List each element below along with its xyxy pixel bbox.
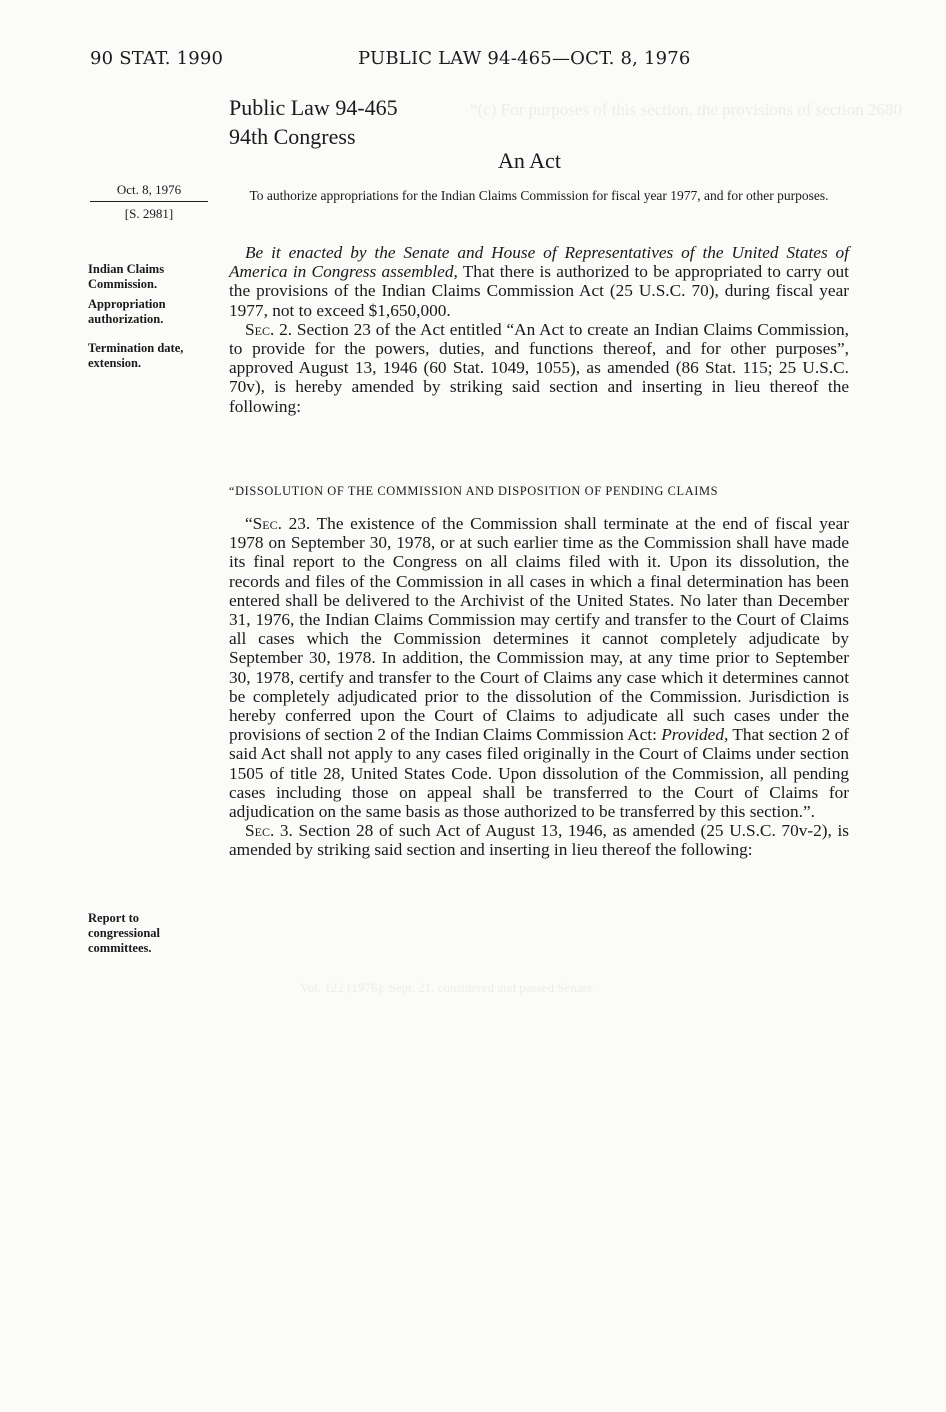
section-2-text: Section 23 of the Act entitled “An Act to create an Indian Claims Commission, to provide for the powers, duties, and functions thereof, and for other purposes”, approved August 13, 1946 (60 Stat. 1049, 1055), as amended (86 Stat. 115; 25 U.S.C. 70v), is hereby amended by striking said section and inserting in lieu thereof the following: bbox=[229, 319, 850, 416]
enacting-paragraph bbox=[229, 243, 849, 320]
margin-note-appropriation: Appropriation authorization. bbox=[88, 297, 166, 326]
approval-date: Oct. 8, 1976 bbox=[90, 182, 208, 202]
congress: 94th Congress bbox=[229, 124, 356, 149]
section-heading: “DISSOLUTION OF THE COMMISSION AND DISPOSITION OF PENDING CLAIMS bbox=[229, 484, 719, 498]
an-act-heading: An Act bbox=[498, 148, 561, 173]
enacting-text: That there is authorized to be appropriated to carry out the provisions of the Indian Claims Commission Act (25 U.S.C. 70), during fiscal year 1977, not to exceed $1,650,000. bbox=[229, 262, 849, 320]
section-23-label: “Sec. 23. bbox=[245, 514, 311, 533]
provided-term: Provided, bbox=[661, 725, 729, 745]
section-23-text-a: The existence of the Commission shall terminate at the end of fiscal year 1978 on September 30, 1978, or at such earlier time as the Commission shall have made its final report to the Congress on all claims filed with it. Upon its dissolution, the records and files of the Commission in all cases in which a final determination has been entered shall be delivered to the Archivist of the United States. No later than December 31, 1976, the Indian Claims Commission may certify and transfer to the Court of Claims all cases which the Commission determines it cannot completely adjudicate by September 30, 1978. In addition, the Commission may, at any time prior to September 30, 1978, certify and transfer to the Court of Claims any case which it determines cannot be completely adjudicated prior to the dissolution of the Commission. Jurisdiction is hereby conferred upon the Court of Claims to adjudicate all such cases under the provisions of section 2 of the Indian Claims Commission Act: bbox=[229, 514, 849, 745]
running-head bbox=[90, 48, 700, 72]
section-23-block bbox=[229, 514, 849, 860]
margin-note-indian-claims: Indian Claims Commission. bbox=[88, 262, 165, 291]
section-2-paragraph bbox=[229, 320, 849, 416]
purpose-statement: To authorize appropriations for the Indian Claims Commission for fiscal year 1977, and for other purposes. bbox=[249, 188, 829, 203]
section-23-paragraph bbox=[229, 514, 849, 821]
section-2-label: Sec. 2. bbox=[245, 319, 293, 339]
law-and-date: PUBLIC LAW 94-465—OCT. 8, 1976 bbox=[358, 48, 691, 69]
bleed-through-text: Vol. 122 (1976): Sept. 21, considered and passed Senate. bbox=[300, 980, 596, 995]
bill-number: [S. 2981] bbox=[124, 206, 174, 221]
enacting-clause: Be it enacted by the Senate and House of Representatives of the United States of America in Congress assembled, bbox=[229, 243, 849, 282]
margin-note-report: Report to congressional committees. bbox=[88, 911, 160, 955]
enacting-section bbox=[229, 243, 849, 416]
law-title-block bbox=[229, 93, 398, 151]
section-3-paragraph bbox=[229, 821, 849, 859]
stat-citation: 90 STAT. 1990 bbox=[90, 48, 224, 69]
section-3-text: Section 28 of such Act of August 13, 1946, as amended (25 U.S.C. 70v-2), is amended by striking said section and inserting in lieu thereof the following: bbox=[229, 821, 850, 860]
bleed-through-text: “(c) For purposes of this section, the provisions of section 2680 bbox=[470, 100, 903, 119]
section-23-text-b: That section 2 of said Act shall not apply to any cases filed originally in the Court of Claims under section 1505 of title 28, United States Code. Upon dissolution of the Commission, all pending cases including those on appeal shall be transferred to the Court of Claims for adjudication on the same basis as those authorized to be transferred by this section.”. bbox=[229, 725, 849, 822]
section-3-label: Sec. 3. bbox=[245, 821, 293, 841]
approval-block bbox=[90, 182, 208, 222]
law-number: Public Law 94-465 bbox=[229, 95, 398, 120]
margin-note-termination: Termination date, extension. bbox=[88, 341, 184, 370]
